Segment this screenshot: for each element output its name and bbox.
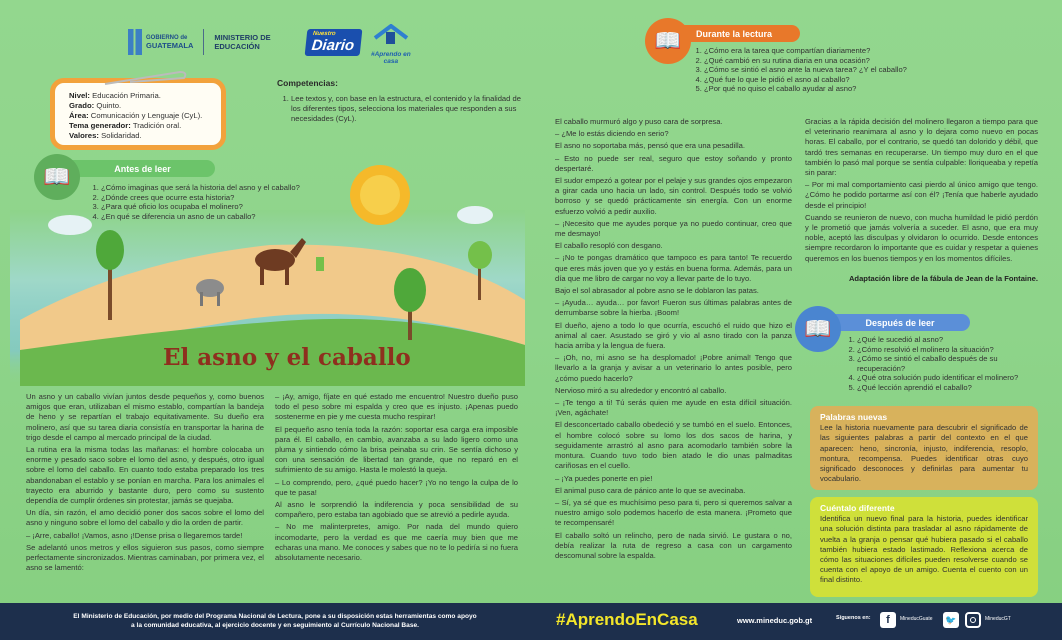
cuentalo-box <box>810 497 1038 597</box>
gob-line2: GUATEMALA <box>146 41 194 50</box>
story-column-3 <box>555 117 792 563</box>
paragraph: – Por mi mal comportamiento casi pierdo al único amigo que tengo. ¿Cómo he podido portarme así con él? ¡Tenía que haberle ayudado desde el principio! <box>805 180 1038 210</box>
story-column-1 <box>26 392 264 575</box>
paragraph: – ¡Oh, no, mi asno se ha desplomado! ¡Pobre animal! Tengo que llevarlo a la granja y avisar a un veterinario lo antes posible, pero ¿cómo puedo hacerlo? <box>555 353 792 383</box>
durante-item: 1. ¿Cómo era la tarea que compartían diariamente? <box>704 46 950 56</box>
grado-value: Quinto. <box>96 101 122 110</box>
despues-item: 4. ¿Qué otra solución pudo identificar el molinero? <box>857 373 1043 383</box>
grado-label: Grado: <box>69 101 95 110</box>
paragraph: El caballo murmuró algo y puso cara de sorpresa. <box>555 117 723 126</box>
footer-line2: a la comunidad educativa, al ejercicio docente y en seguimiento al Currículo Nacional Base. <box>130 622 420 629</box>
tema-label: Tema generador: <box>69 121 131 130</box>
paragraph: El caballo soltó un relincho, pero de nada sirvió. Le gustara o no, debía realizar la ruta de regreso a casa con un cargamento descomunal sobre la espalda. <box>555 530 792 560</box>
gobierno-logo <box>128 29 193 55</box>
antes-header <box>70 160 215 177</box>
palabras-nuevas-box <box>810 406 1038 490</box>
paragraph: Cuando se reunieron de nuevo, con mucha humildad le pidió perdón y le prometió que jamás volvería a suceder. El asno, que era muy noble, aceptó las disculpas y olvidaron lo ocurrido. Desde entonces siempre recordaron lo importante que es cuidar y respetar a quienes queremos en los buenos tiempos y en los momentos difíciles. <box>805 212 1038 263</box>
despues-item: 1. ¿Qué le sucedió al asno? <box>857 335 1043 345</box>
paragraph: – ¡Arre, caballo! ¡Vamos, asno ¡!Dense prisa o llegaremos tarde! <box>26 530 243 540</box>
follow-label: Síguenos en: <box>836 615 871 621</box>
story-credit: Adaptación libre de la fábula de Jean de la Fontaine. <box>848 273 1038 283</box>
footer <box>0 603 1062 640</box>
area-label: Área: <box>69 111 89 120</box>
sun-icon <box>350 165 410 225</box>
area-value: Comunicación y Lenguaje (CyL). <box>90 111 203 120</box>
miller-icon <box>315 247 325 271</box>
palabras-title: Palabras nuevas <box>820 412 888 422</box>
instagram-handle[interactable]: MineducGT <box>985 616 1011 622</box>
cloud <box>457 206 493 224</box>
valores-value: Solidaridad. <box>101 131 142 140</box>
paragraph: Bajo el sol abrasador al pobre asno se le doblaron las patas. <box>555 286 759 296</box>
nuestro-diario-logo <box>305 29 362 56</box>
cloud <box>48 215 92 235</box>
despues-item: 5. ¿Qué lección aprendió el caballo? <box>857 383 1043 393</box>
durante-item: 5. ¿Por qué no quiso el caballo ayudar al asno? <box>704 84 950 94</box>
paragraph: – Lo comprendo, pero, ¿qué puedo hacer? ¡Yo no tengo la culpa de lo que te pasa! <box>275 477 518 497</box>
paragraph: – ¿Me lo estás diciendo en serio? <box>555 129 669 139</box>
paragraph: El caballo resopló con desgano. <box>555 241 663 251</box>
valores-label: Valores: <box>69 131 99 140</box>
safety-pin-icon <box>100 66 190 88</box>
despues-title: Después de leer <box>865 317 935 328</box>
antes-item: 3. ¿Para qué oficio los ocupaba el molinero? <box>101 202 337 212</box>
book-icon: 📖 <box>34 154 80 200</box>
antes-title: Antes de leer <box>114 163 171 174</box>
paragraph: El dueño, ajeno a todo lo que ocurría, escuchó el ruido que hizo el animal al caer. Asustado se giró y vio al asno tirado con la panza hacia arriba y la lengua de fuera. <box>555 320 792 351</box>
paragraph: – Esto no puede ser real, seguro que estoy soñando y pronto despertaré. <box>555 153 792 173</box>
durante-list <box>690 46 950 94</box>
diario-top: Nuestro <box>312 30 337 37</box>
story-column-2 <box>275 392 518 565</box>
despues-item: 2. ¿Cómo resolvió el molinero la situación? <box>857 345 1043 355</box>
paragraph: Gracias a la rápida decisión del molinero llegaron a tiempo para que el veterinario reanimara al asno y lo dejara como nuevo en pocas horas. El caballo, por el contrario, se quedó tan dolorido y débil, que tardó tres semanas en recuperarse. Un tiempo muy duro en el que también lo pasó mal porque se sentía culpable: lloriqueaba y repetía sin parar: <box>805 117 1038 178</box>
paragraph: – ¡Ya puedes ponerte en pie! <box>555 473 653 483</box>
despues-item: 3. ¿Cómo se sintió el caballo después de su recuperación? <box>857 354 1043 373</box>
durante-item: 4. ¿Qué fue lo que le pidió el asno al caballo? <box>704 75 950 85</box>
competencias <box>277 78 522 123</box>
cuentalo-title: Cuéntalo diferente <box>820 503 895 513</box>
book-icon: 📖 <box>645 18 691 64</box>
paragraph: – ¡Necesito que me ayudes porque ya no puedo continuar, creo que me desmayo! <box>555 218 792 239</box>
website-link[interactable]: www.mineduc.gob.gt <box>737 616 813 625</box>
diario-word: Diario <box>311 36 356 54</box>
paragraph: El sudor empezó a gotear por el pelaje y sus grandes ojos empezaron a girar cada uno hacia un lado, sin control. Después todo se volvió borroso y se quedó prácticamente sin energía. Con un enorme esfuerzo volvió a pedir auxilio. <box>555 176 792 216</box>
cuentalo-text: Identifica un nuevo final para la historia, puedes identificar una solución distinta para trasladar al asno rápidamente de vuelta a la granja o pensar qué hubiera pasado si el caballo también hubiera estado lastimado. Reflexiona acerca de cómo las situaciones difíciles pueden resolverse cuando se cuenta con el apoyo de un amigo. Cuenta el cuento con un final distinto. <box>820 514 1028 585</box>
tema-value: Tradición oral. <box>132 121 182 130</box>
hashtag: #AprendoEnCasa <box>556 610 698 629</box>
competencias-title: Competencias: <box>277 78 338 88</box>
facebook-icon[interactable]: f <box>880 612 896 628</box>
competencia-item: 1. Lee textos y, con base en la estructura, el contenido y la finalidad de los diferentes tipos, selecciona los materiales que responden a sus necesidades (CyL). <box>291 94 522 123</box>
paragraph: El pequeño asno tenía toda la razón: soportar esa carga era imposible para él. El caballo, en cambio, avanzaba a su lado ligero como una pluma y sintiendo cómo la brisa peinaba su crin. Se sentía dichoso y con una sensación de libertad tan grande, que no reparó en el sufrimiento de su amigo. Hasta le molestó la queja. <box>275 424 518 475</box>
paragraph: El asno no soportaba más, pensó que era una pesadilla. <box>555 141 745 151</box>
durante-item: 3. ¿Cómo se sintió el asno ante la nueva tarea? ¿Y el caballo? <box>704 65 950 75</box>
paragraph: Un día, sin razón, el amo decidió poner dos sacos sobre el lomo del asno y ninguno sobre el lomo del caballo y dio la orden de partir. <box>26 508 264 528</box>
info-card <box>50 78 226 150</box>
instagram-icon[interactable] <box>965 612 981 628</box>
paragraph: – ¡Te tengo a ti! Tú serás quien me ayude en esta difícil situación. ¡Ven, agáchate! <box>555 398 792 418</box>
story-column-4 <box>805 117 1038 286</box>
paragraph: Se adelantó unos metros y ellos siguieron sus pasos, como siempre perfectamente sincronizados. Mientras caminaban, por primera vez, el asno se lamentó: <box>26 542 264 573</box>
antes-list <box>87 183 337 221</box>
palabras-text: Lee la historia nuevamente para descubrir el significado de las siguientes palabras a partir del contexto en el que aparecen: heno, sincronía, injusto, indiferencia, resoplo, montura, recompensa. Puedes identificar otras cuyo significado desconoces y definirlas para aumentar tu vocabulario. <box>820 423 1028 484</box>
paragraph: – ¡No te pongas dramático que tampoco es para tanto! Te recuerdo que eres más joven que yo y estás en buena forma. Además, para un día que me libro de cargar no voy a llevar parte de lo tuyo. <box>555 253 792 283</box>
despues-header <box>830 314 970 331</box>
despues-list <box>843 335 1043 393</box>
durante-item: 2. ¿Qué cambió en su rutina diaria en una ocasión? <box>704 56 950 66</box>
book-icon: 📖 <box>795 306 841 352</box>
antes-item: 4. ¿En qué se diferencia un asno de un caballo? <box>101 212 337 222</box>
nivel-label: Nivel: <box>69 91 90 100</box>
paragraph: – No me malinterpretes, amigo. Por nada del mundo quiero incomodarte, pero la verdad es que me caería muy bien que me echaras una mano. Me conoces y sabes que no te lo pediría si no fuera absolutamente necesario. <box>275 522 518 563</box>
antes-item: 2. ¿Dónde crees que ocurre esta historia? <box>101 193 337 203</box>
paragraph: Nervioso miró a su alrededor y encontró al caballo. <box>555 385 727 395</box>
footer-line1: El Ministerio de Educación, por medio del Programa Nacional de Lectura, pone a su disposición estas herramientas como apoyo <box>73 613 477 620</box>
divider <box>203 29 204 55</box>
paragraph: La rutina era la misma todas las mañanas: el hombre colocaba un enorme y pesado saco sobre el lomo del asno, y después, otro igual sobre el lomo del caballo. En cuanto todo estaba preparado los tres abandonaban el establo y se ponían en marcha. Para los animales el trayecto era aburrido y bastante duro, pero como su sustento dependía de cumplir órdenes sin protestar, jamás se quejaba. <box>26 445 264 506</box>
ministry-name: MINISTERIO DE EDUCACIÓN <box>214 33 271 51</box>
facebook-handle[interactable]: MineducGuate <box>900 616 933 622</box>
paragraph: – Sí, ya sé que es muchísimo peso para ti, pero si queremos salvar a nuestro amigo solo podemos hacerlo de esta manera. ¡Prometo que te recompensaré! <box>555 497 792 528</box>
paragraph: – ¡Ay, amigo, fíjate en qué estado me encuentro! Nuestro dueño puso todo el peso sobre mi espalda y creo que es injusto. ¡Apenas puedo sostenerme en pie y me cuesta mucho respirar! <box>275 392 518 422</box>
paragraph: – ¡Ayuda… ayuda… por favor! Fueron sus últimas palabras antes de derrumbarse sobre la hierba. ¡Boom! <box>555 298 792 318</box>
durante-title: Durante la lectura <box>695 28 773 39</box>
paragraph: Al asno le sorprendió la indiferencia y poca sensibilidad de su compañero, pero estaba tan agobiado que se atrevió a pedirle ayuda. <box>275 500 518 520</box>
paragraph: El animal puso cara de pánico ante lo que se avecinaba. <box>555 485 746 495</box>
nivel-value: Educación Primaria. <box>92 91 161 100</box>
antes-item: 1. ¿Cómo imaginas que será la historia del asno y el caballo? <box>101 183 337 193</box>
paragraph: El desconcertado caballo obedeció y se tumbó en el suelo. Entonces, el hombre colocó sobre su lomo los dos sacos de harina, y seguidamente arrastró al asno para acomodarlo también sobre la montura. Cuando tuvo todo bien atado le dio unas palmaditas cariñosas en el cuello. <box>555 420 792 471</box>
aprendo-text: #Aprendo en casa <box>371 51 411 65</box>
story-title: El asno y el caballo <box>163 344 411 371</box>
paragraph: Un asno y un caballo vivían juntos desde pequeños y, como buenos amigos que eran, utilizaban el mismo establo, compartían la bandeja de heno y se repartían el trabajo equitativamente. Su dueño era molinero, así que su tarea diaria consistía en transportar la harina de trigo desde el campo al mercado principal de la ciudad. <box>26 392 264 442</box>
twitter-icon[interactable]: 🐦 <box>943 612 959 628</box>
gob-line1: GOBIERNO de <box>146 35 188 41</box>
header-logos <box>128 26 411 65</box>
gobierno-bars-icon <box>128 29 142 55</box>
aprendo-en-casa-logo <box>371 24 411 65</box>
